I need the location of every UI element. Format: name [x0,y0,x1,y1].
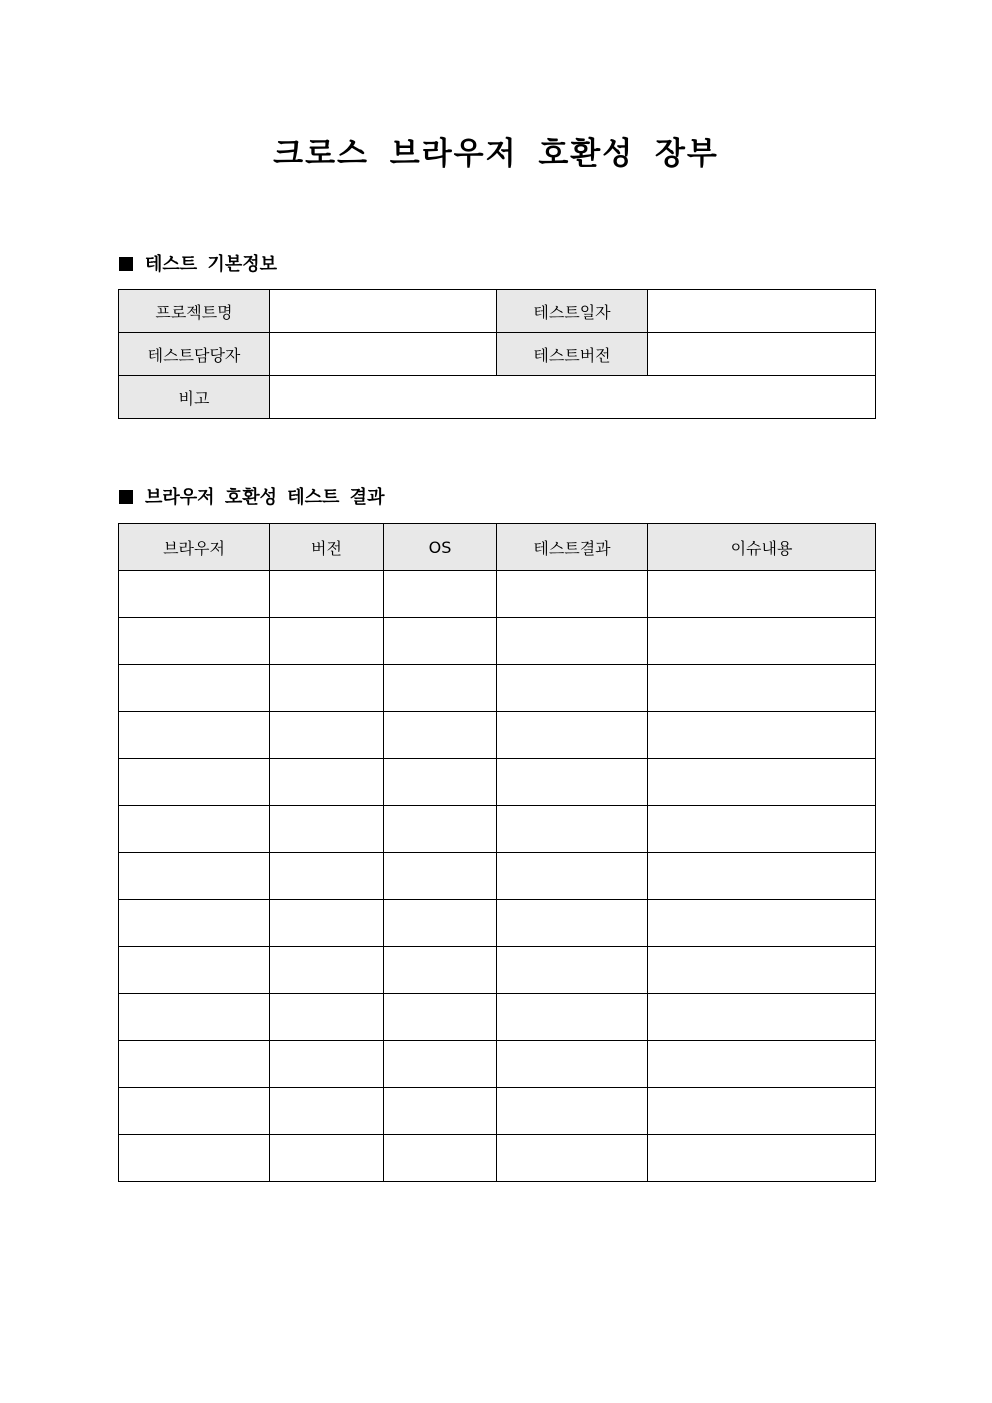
os-cell[interactable] [384,900,497,947]
test-result-cell[interactable] [497,571,648,618]
issue-cell[interactable] [648,900,876,947]
browser-cell[interactable] [119,571,270,618]
column-header-version: 버전 [270,524,384,571]
browser-cell[interactable] [119,994,270,1041]
version-cell[interactable] [270,853,384,900]
table-row [119,947,876,994]
results-heading-text: 브라우저 호환성 테스트 결과 [145,487,385,508]
browser-cell[interactable] [119,853,270,900]
column-header-os: OS [384,524,497,571]
test-result-cell[interactable] [497,806,648,853]
results-table [118,523,876,1182]
issue-cell[interactable] [648,759,876,806]
test-version-label: 테스트버전 [497,333,648,376]
issue-cell[interactable] [648,571,876,618]
version-cell[interactable] [270,571,384,618]
test-result-cell[interactable] [497,900,648,947]
table-row [119,618,876,665]
info-row-remarks [119,376,876,419]
table-row [119,1041,876,1088]
issue-cell[interactable] [648,994,876,1041]
browser-cell[interactable] [119,759,270,806]
results-table-body [119,571,876,1182]
version-cell[interactable] [270,947,384,994]
test-date-label: 테스트일자 [497,290,648,333]
issue-cell[interactable] [648,947,876,994]
os-cell[interactable] [384,806,497,853]
table-row [119,1135,876,1182]
basic-info-table [118,289,876,419]
os-cell[interactable] [384,665,497,712]
square-bullet-icon [119,490,133,504]
column-header-test-result: 테스트결과 [497,524,648,571]
test-date-field[interactable] [648,290,876,333]
table-row [119,806,876,853]
test-result-cell[interactable] [497,853,648,900]
browser-cell[interactable] [119,712,270,759]
table-row [119,759,876,806]
browser-cell[interactable] [119,665,270,712]
test-result-cell[interactable] [497,1135,648,1182]
os-cell[interactable] [384,994,497,1041]
info-row-tester [119,333,876,376]
issue-cell[interactable] [648,806,876,853]
browser-cell[interactable] [119,900,270,947]
os-cell[interactable] [384,1135,497,1182]
os-cell[interactable] [384,1088,497,1135]
tester-label: 테스트담당자 [119,333,270,376]
test-result-cell[interactable] [497,947,648,994]
browser-cell[interactable] [119,947,270,994]
browser-cell[interactable] [119,1088,270,1135]
version-cell[interactable] [270,900,384,947]
test-result-cell[interactable] [497,1041,648,1088]
column-header-issue: 이슈내용 [648,524,876,571]
os-cell[interactable] [384,571,497,618]
os-cell[interactable] [384,853,497,900]
remarks-field[interactable] [270,376,876,419]
version-cell[interactable] [270,712,384,759]
issue-cell[interactable] [648,1135,876,1182]
os-cell[interactable] [384,947,497,994]
os-cell[interactable] [384,618,497,665]
test-result-cell[interactable] [497,665,648,712]
browser-cell[interactable] [119,1135,270,1182]
test-result-cell[interactable] [497,994,648,1041]
os-cell[interactable] [384,1041,497,1088]
version-cell[interactable] [270,1041,384,1088]
test-result-cell[interactable] [497,618,648,665]
table-row [119,853,876,900]
table-row [119,712,876,759]
table-row [119,900,876,947]
version-cell[interactable] [270,994,384,1041]
project-name-field[interactable] [270,290,497,333]
results-header-row [119,524,876,571]
browser-cell[interactable] [119,618,270,665]
os-cell[interactable] [384,759,497,806]
os-cell[interactable] [384,712,497,759]
info-row-project [119,290,876,333]
tester-field[interactable] [270,333,497,376]
table-row [119,994,876,1041]
version-cell[interactable] [270,618,384,665]
test-result-cell[interactable] [497,759,648,806]
table-row [119,665,876,712]
basic-info-heading [119,252,277,278]
browser-cell[interactable] [119,1041,270,1088]
browser-cell[interactable] [119,806,270,853]
remarks-label: 비고 [119,376,270,419]
square-bullet-icon [119,257,133,271]
column-header-browser: 브라우저 [119,524,270,571]
issue-cell[interactable] [648,1041,876,1088]
issue-cell[interactable] [648,712,876,759]
version-cell[interactable] [270,806,384,853]
table-row [119,571,876,618]
version-cell[interactable] [270,1088,384,1135]
test-result-cell[interactable] [497,1088,648,1135]
version-cell[interactable] [270,1135,384,1182]
results-heading [119,485,384,511]
basic-info-heading-text: 테스트 기본정보 [145,254,277,275]
project-name-label: 프로젝트명 [119,290,270,333]
test-result-cell[interactable] [497,712,648,759]
document-title: 크로스 브라우저 호환성 장부 [273,136,719,172]
version-cell[interactable] [270,665,384,712]
test-version-field[interactable] [648,333,876,376]
issue-cell[interactable] [648,665,876,712]
issue-cell[interactable] [648,1088,876,1135]
version-cell[interactable] [270,759,384,806]
issue-cell[interactable] [648,618,876,665]
issue-cell[interactable] [648,853,876,900]
table-row [119,1088,876,1135]
